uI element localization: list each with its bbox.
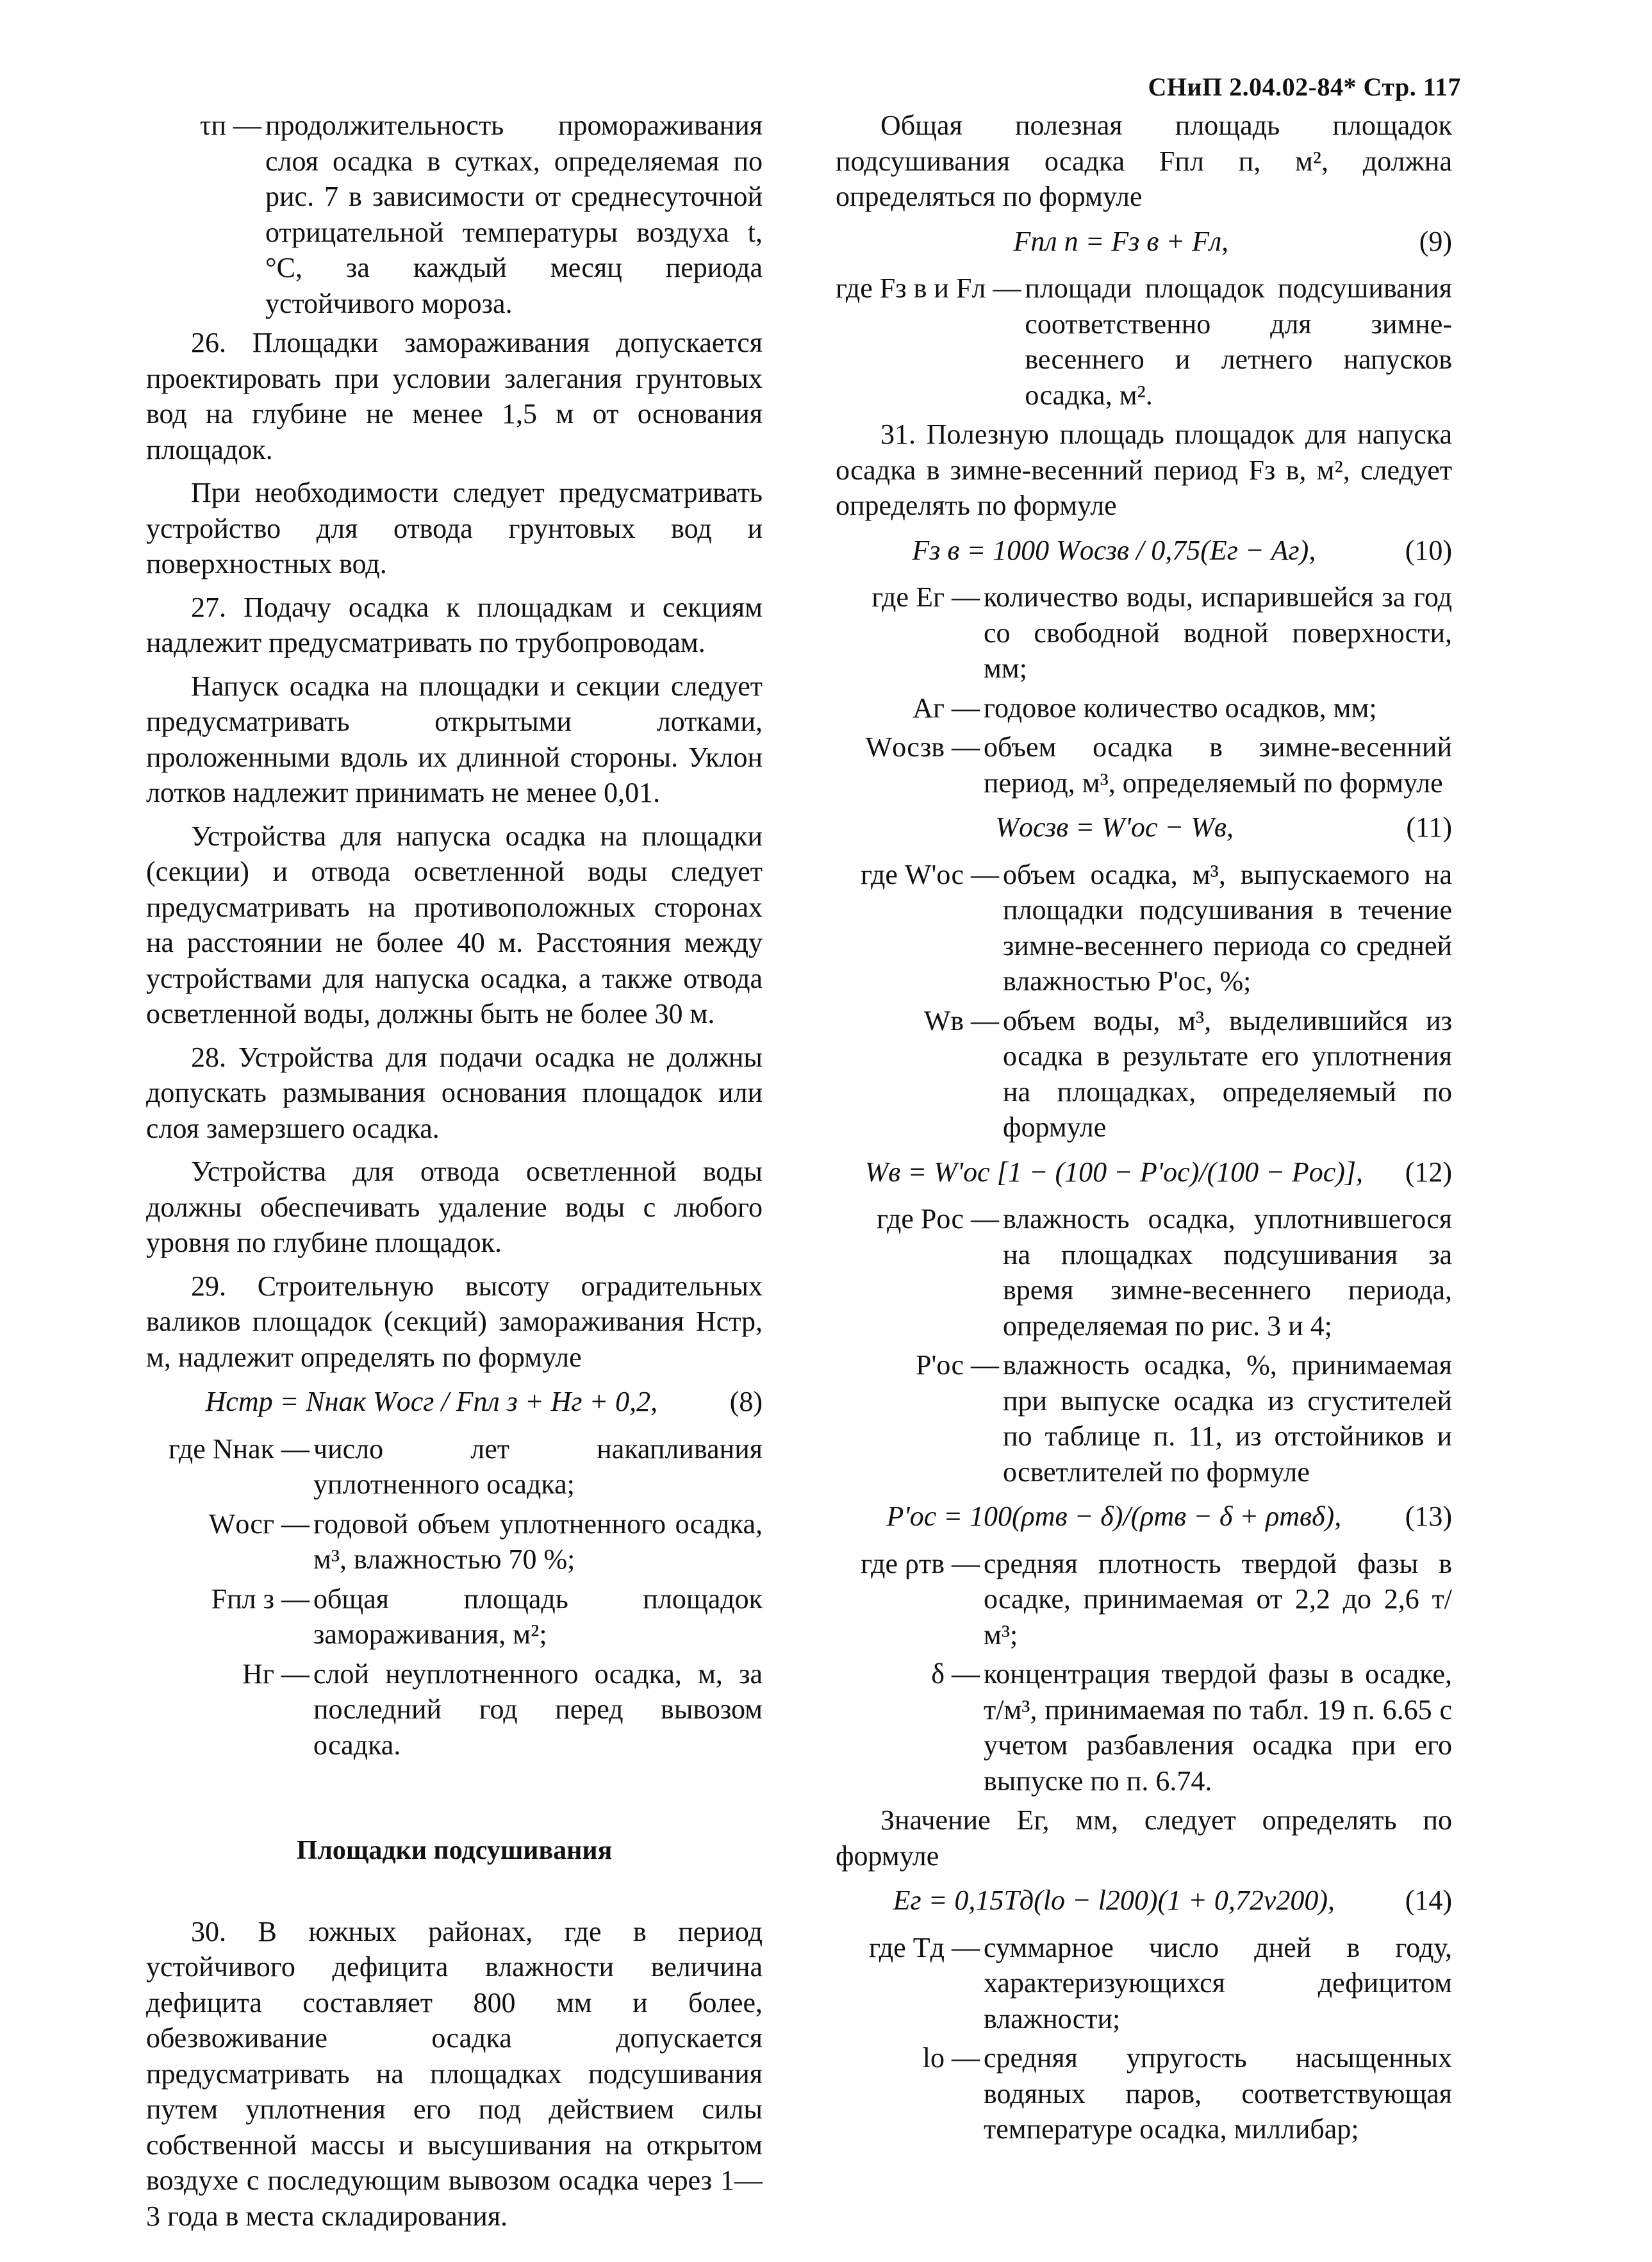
paragraph-28b: Устройства для отвода осветленной воды должны обеспечивать удаление воды с любого уровня по глубине площадок. xyxy=(146,1156,763,1258)
formula-11 xyxy=(836,810,1452,845)
definition xyxy=(836,690,1452,726)
definition-tau xyxy=(146,108,763,321)
paragraph-evaporation: Значение Ег, мм, следует определять по формуле xyxy=(836,1804,1452,1872)
definition-term: где Ег — xyxy=(871,581,980,613)
definition xyxy=(836,579,1452,686)
definition-term: где Nнак — xyxy=(169,1433,310,1465)
formula-12 xyxy=(836,1154,1452,1190)
paragraph-area: Общая полезная площадь площадок подсушивания осадка Fпл п, м², должна определяться по формуле xyxy=(836,110,1452,212)
formula-text: Wосзв = W'ос − Wв, xyxy=(995,811,1234,843)
formula-number: (8) xyxy=(729,1386,763,1417)
definition xyxy=(836,857,1452,999)
definition xyxy=(146,1656,763,1763)
page-header: СНиП 2.04.02-84* Стр. 117 xyxy=(1148,72,1461,101)
definition-text: средняя плотность твердой фазы в осадке, принимаемая от 2,2 до 2,6 т/м³; xyxy=(984,1547,1452,1651)
definition xyxy=(836,2040,1452,2147)
formula-text: Fпл п = Fз в + Fл, xyxy=(1013,225,1229,257)
paragraph-26: 26. Площадки замораживания допускается проектировать при условии залегания грунтовых вод на глубине не менее 1,5 м от основания площадок. xyxy=(146,327,763,465)
definition xyxy=(836,1201,1452,1343)
paragraph-31: 31. Полезную площадь площадок для напуска осадка в зимне-весенний период Fз в, м², следует определять по формуле xyxy=(836,419,1452,521)
definition-text: объем воды, м³, выделившийся из осадка в результате его уплотнения на площадках, определяемый по формуле xyxy=(1003,1004,1452,1143)
definition-text: число лет накапливания уплотненного осадка; xyxy=(313,1433,763,1500)
formula-number: (11) xyxy=(1406,811,1452,843)
definition-term: Wв — xyxy=(923,1004,999,1036)
formula-number: (14) xyxy=(1405,1884,1452,1916)
definition-term: Wосг — xyxy=(208,1508,310,1540)
formula-8 xyxy=(146,1384,763,1420)
formula-number: (12) xyxy=(1405,1156,1452,1188)
formula-text: Fз в = 1000 Wосзв / 0,75(Ег − Аг), xyxy=(912,534,1316,566)
definition xyxy=(836,1546,1452,1653)
definition-text: слой неуплотненного осадка, м, за последний год перед вывозом осадка. xyxy=(313,1658,763,1761)
definition xyxy=(146,1506,763,1577)
definition-term: где Pос — xyxy=(877,1203,999,1235)
formula-number: (10) xyxy=(1405,534,1452,566)
definition xyxy=(836,270,1452,413)
definition-text: площади площадок подсушивания соответственно для зимне-весеннего и летнего напусков осадка, м². xyxy=(1025,272,1452,411)
formula-text: Нстр = Nнак Wосг / Fпл з + Нг + 0,2, xyxy=(205,1386,658,1417)
paragraph-28: 28. Устройства для подачи осадка не должны допускать размывания основания площадок или слоя замерзшего осадка. xyxy=(146,1041,763,1144)
formula-13 xyxy=(836,1499,1452,1534)
definition-text: влажность осадка, %, принимаемая при выпуске осадка из сгустителей по таблице п. 11, из отстойников и осветлителей по формуле xyxy=(1003,1349,1452,1488)
paragraph-27: 27. Подачу осадка к площадкам и секциям надлежит предусматривать по трубопроводам. xyxy=(146,591,763,658)
definition-text: годовое количество осадков, мм; xyxy=(984,692,1377,724)
definition xyxy=(836,1003,1452,1145)
formula-text: Wв = W'ос [1 − (100 − P'ос)/(100 − Pос)], xyxy=(864,1156,1364,1188)
definition-term: Fпл з — xyxy=(211,1583,310,1615)
right-column xyxy=(836,108,1452,2151)
definition-term: Аг — xyxy=(913,692,980,724)
definition-text: объем осадка, м³, выпускаемого на площадки подсушивания в течение зимне-весеннего периода со средней влажностью P'ос, %; xyxy=(1003,858,1452,997)
definition xyxy=(836,1930,1452,2037)
paragraph-27c: Устройства для напуска осадка на площадки (секции) и отвода осветленной воды следует предусматривать на противоположных сторонах на расстоянии не более 40 м. Расстояния между устройствами для напуска осадка, а также отвода осветленной воды, должны быть не более 30 м. xyxy=(146,820,763,1029)
definition xyxy=(146,1581,763,1652)
definition-term: τп — xyxy=(199,110,261,141)
formula-10 xyxy=(836,533,1452,569)
definition-text: общая площадь площадок замораживания, м²; xyxy=(313,1583,763,1650)
definition-term: Нг — xyxy=(242,1658,310,1690)
formula-text: P'ос = 100(ρтв − δ)/(ρтв − δ + ρтвδ), xyxy=(886,1501,1342,1532)
definition-term: lо — xyxy=(922,2042,980,2074)
definition-text: годовой объем уплотненного осадка, м³, влажностью 70 %; xyxy=(313,1508,763,1575)
definition xyxy=(836,729,1452,801)
definition-term: где ρтв — xyxy=(861,1547,980,1579)
section-heading: Площадки подсушивания xyxy=(296,1836,613,1865)
formula-9 xyxy=(836,224,1452,260)
paragraph-26b: При необходимости следует предусматривать устройство для отвода грунтовых вод и поверхностных вод. xyxy=(146,477,763,579)
formula-14 xyxy=(836,1883,1452,1918)
formula-text: Ег = 0,15Тд(lо − l200)(1 + 0,72v200), xyxy=(893,1884,1335,1916)
definition xyxy=(836,1347,1452,1490)
definition-term: где Тд — xyxy=(868,1931,980,1963)
definition-text: продолжительность промораживания слоя осадка в сутках, определяемая по рис. 7 в зависимости от среднесуточной отрицательной температуры воздуха t, °С, за каждый месяц периода устойчивого мороза. xyxy=(265,110,763,319)
formula-number: (9) xyxy=(1419,225,1452,257)
paragraph-27b: Напуск осадка на площадки и секции следует предусматривать открытыми лотками, проложенными вдоль их длинной стороны. Уклон лотков надлежит принимать не менее 0,01. xyxy=(146,670,763,808)
paragraph-29: 29. Строительную высоту оградительных валиков площадок (секций) замораживания Нстр, м, надлежит определять по формуле xyxy=(146,1270,763,1373)
definition xyxy=(836,1656,1452,1799)
definition-term: Wосзв — xyxy=(865,731,980,763)
definition-text: влажность осадка, уплотнившегося на площадках подсушивания за время зимне-весеннего периода, определяемая по рис. 3 и 4; xyxy=(1003,1203,1452,1342)
formula-number: (13) xyxy=(1405,1501,1452,1532)
definition xyxy=(146,1431,763,1502)
paragraph-30: 30. В южных районах, где в период устойчивого дефицита влажности величина дефицита составляет 800 мм и более, обезвоживание осадка допускается предусматривать на площадках подсушивания путем уплотнения его под действием силы собственной массы и высушивания на открытом воздухе с последующим вывозом осадка через 1—3 года в места складирования. xyxy=(146,1915,763,2232)
definition-text: средняя упругость насыщенных водяных паров, соответствующая температуре осадка, миллибар; xyxy=(984,2042,1452,2145)
left-column xyxy=(146,108,763,2241)
definition-term: δ — xyxy=(931,1658,980,1690)
definition-text: суммарное число дней в году, характеризующихся дефицитом влажности; xyxy=(984,1931,1452,2034)
definition-term: P'ос — xyxy=(915,1349,999,1381)
definition-text: количество воды, испарившейся за год со свободной водной поверхности, мм; xyxy=(984,581,1452,684)
definition-text: концентрация твердой фазы в осадке, т/м³, принимаемая по табл. 19 п. 6.65 с учетом разбавления осадка при его выпуске по п. 6.74. xyxy=(984,1658,1452,1797)
definition-term: где Fз в и Fл — xyxy=(836,272,1021,304)
definition-text: объем осадка в зимне-весенний период, м³, определяемый по формуле xyxy=(984,731,1452,799)
definition-term: где W'ос — xyxy=(861,858,999,890)
